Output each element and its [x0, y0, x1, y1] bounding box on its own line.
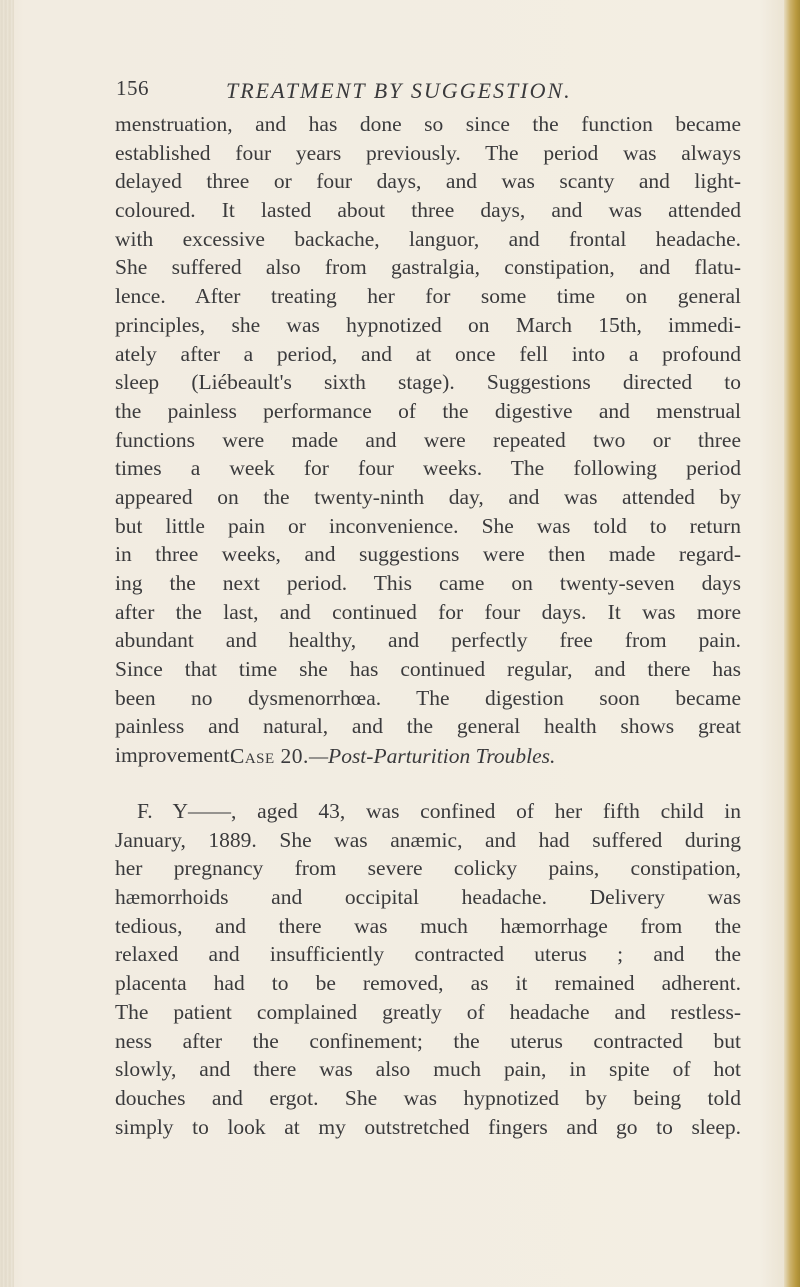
- text-line: She suffered also from gastralgia, constipation, and flatu-: [115, 255, 741, 280]
- paragraph-2: [115, 797, 741, 1141]
- text-line: Since that time she has continued regular, and there has: [115, 657, 741, 682]
- text-line: after the last, and continued for four days. It was more: [115, 599, 741, 624]
- text-line: placenta had to be removed, as it remained adherent.: [115, 971, 741, 996]
- case-label: Case 20.: [230, 744, 309, 768]
- text-line: but little pain or inconvenience. She was told to return: [115, 513, 741, 538]
- text-line: delayed three or four days, and was scanty and light-: [115, 169, 741, 194]
- text-line: F. Y——, aged 43, was confined of her fifth child in: [137, 799, 741, 823]
- text-line: times a week for four weeks. The following period: [115, 456, 741, 481]
- text-line: the painless performance of the digestive and menstrual: [115, 398, 741, 423]
- text-line: relaxed and insufficiently contracted uterus ; and the: [115, 942, 741, 967]
- text-line: douches and ergot. She was hypnotized by being told: [115, 1085, 741, 1110]
- text-line: tedious, and there was much hæmorrhage from the: [115, 913, 741, 938]
- text-line: coloured. It lasted about three days, and was attended: [115, 198, 741, 223]
- case-heading: [230, 744, 555, 769]
- text-line: January, 1889. She was anæmic, and had suffered during: [115, 827, 741, 852]
- text-line: abundant and healthy, and perfectly free from pain.: [115, 628, 741, 653]
- text-line: functions were made and were repeated two or three: [115, 427, 741, 452]
- text-line: ness after the confinement; the uterus contracted but: [115, 1028, 741, 1053]
- page-number: 156: [116, 76, 149, 100]
- text-line: in three weeks, and suggestions were then made regard-: [115, 542, 741, 567]
- text-line: been no dysmenorrhœa. The digestion soon became: [115, 685, 741, 710]
- paragraph-1: [115, 110, 741, 770]
- case-title: —Post-Parturition Troubles.: [308, 744, 556, 768]
- page-header: [116, 76, 716, 108]
- text-line: simply to look at my outstretched fingers and go to sleep.: [115, 1114, 741, 1139]
- page-right-edge: [784, 0, 800, 1287]
- text-line: ately after a period, and at once fell into a profound: [115, 341, 741, 366]
- text-line: principles, she was hypnotized on March 15th, immedi-: [115, 312, 741, 337]
- text-line: menstruation, and has done so since the function became: [115, 112, 741, 136]
- text-line: appeared on the twenty-ninth day, and was attended by: [115, 484, 741, 509]
- text-line: lence. After treating her for some time on general: [115, 284, 741, 309]
- text-line: her pregnancy from severe colicky pains, constipation,: [115, 856, 741, 881]
- running-head: TREATMENT BY SUGGESTION.: [226, 78, 572, 103]
- text-line: with excessive backache, languor, and frontal headache.: [115, 226, 741, 251]
- text-line: painless and natural, and the general health shows great: [115, 714, 741, 739]
- text-line: ing the next period. This came on twenty-seven days: [115, 571, 741, 595]
- text-line: The patient complained greatly of headache and restless-: [115, 999, 741, 1024]
- text-line: improvement.: [115, 743, 236, 768]
- text-line: slowly, and there was also much pain, in spite of hot: [115, 1057, 741, 1082]
- text-line: hæmorrhoids and occipital headache. Delivery was: [115, 885, 741, 910]
- text-line: established four years previously. The period was always: [115, 140, 741, 165]
- page-left-edge: [0, 0, 14, 1287]
- text-line: sleep (Liébeault's sixth stage). Suggestions directed to: [115, 370, 741, 395]
